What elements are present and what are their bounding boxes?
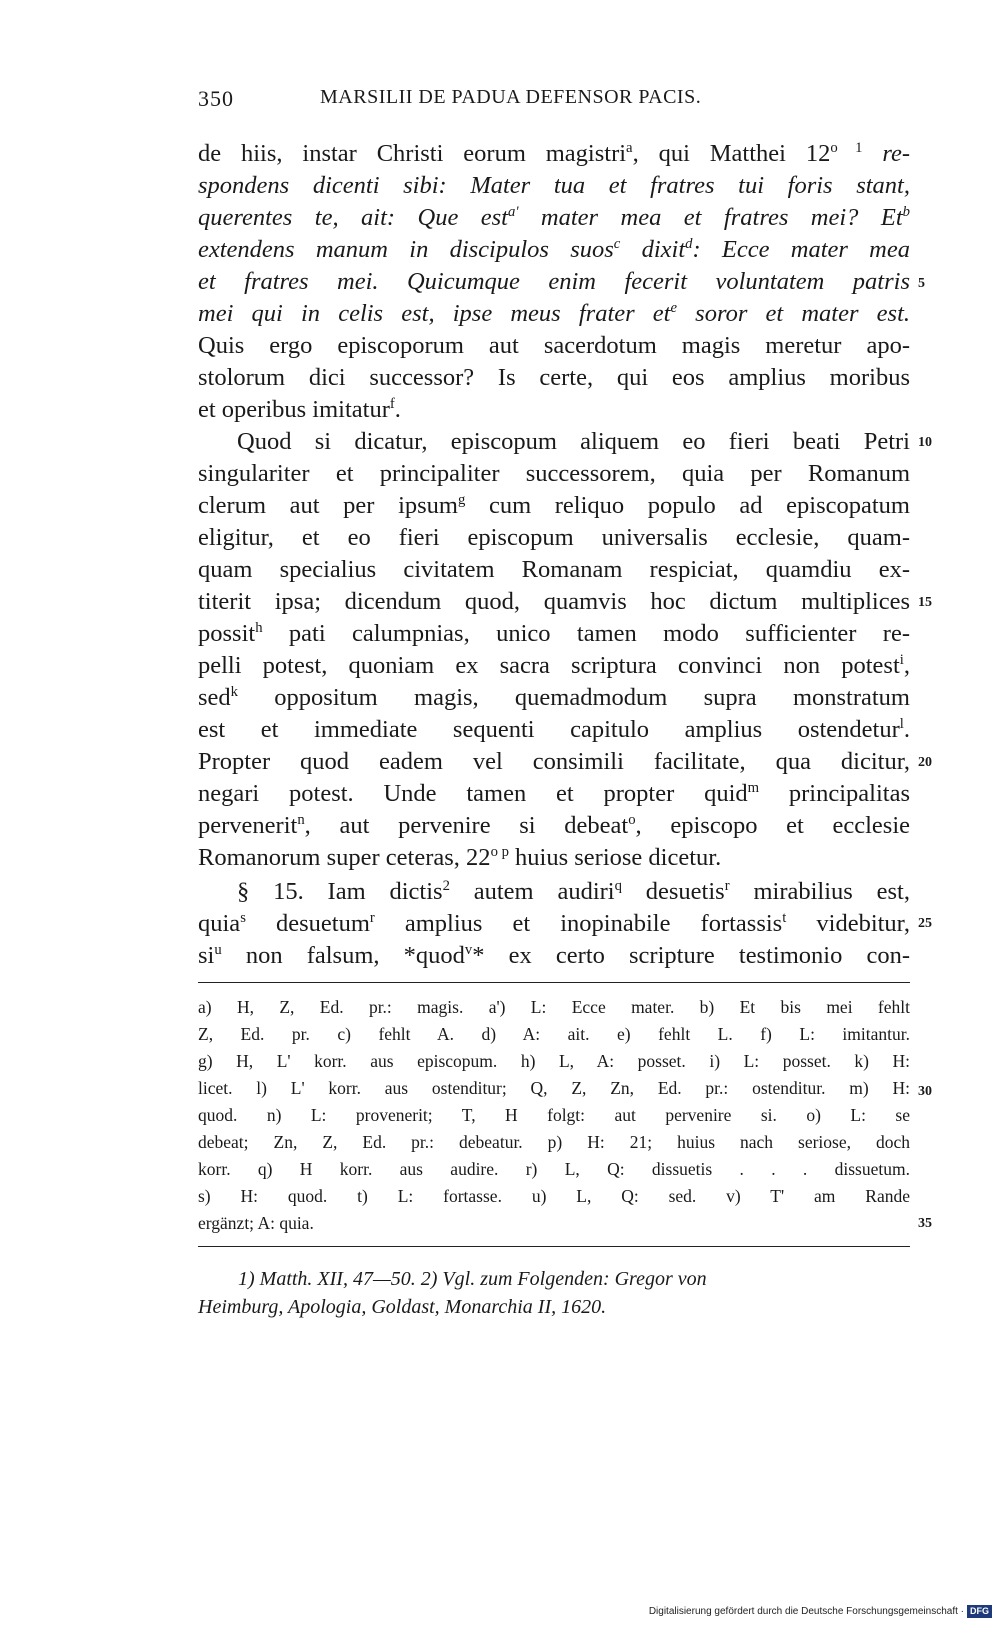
text-line: quia$^s$ desuetum$^r$ amplius et inopinabile fortassis$^t$ videbitur, bbox=[198, 909, 910, 937]
apparatus-line: a) H, Z, Ed. pr.: magis. a') L: Ecce mater. b) Et bis mei fehlt bbox=[198, 997, 910, 1017]
text-line: stolorum dici successor? Is certe, qui eos amplius moribus bbox=[198, 364, 910, 391]
footnote-line: Heimburg, Apologia, Goldast, Monarchia II, 1620. bbox=[198, 1296, 607, 1318]
apparatus-line: licet. l) L' korr. aus ostenditur; Q, Z, Zn, Ed. pr.: ostenditur. m) H: bbox=[198, 1078, 910, 1098]
text-line: negari potest. Unde tamen et propter quid$^m$ principalitas bbox=[198, 779, 910, 807]
text-line: pelli potest, quoniam ex sacra scriptura convinci non potest$^i$, bbox=[198, 651, 910, 679]
apparatus-line: debeat; Zn, Z, Ed. pr.: debeatur. p) H: 21; huius nach seriose, doch bbox=[198, 1132, 910, 1152]
apparatus-line: quod. n) L: provenerit; T, H folgt: aut pervenire si. o) L: se bbox=[198, 1105, 910, 1125]
apparatus-line: Z, Ed. pr. c) fehlt A. d) A: ait. e) fehlt L. f) L: imitantur. bbox=[198, 1024, 910, 1044]
text-line: clerum aut per ipsum$^g$ cum reliquo populo ad episcopatum bbox=[198, 491, 910, 519]
text-line: Quis ergo episcoporum aut sacerdotum magis meretur apo- bbox=[198, 332, 910, 359]
text-line: mei qui in celis est, ipse meus frater $et^e$ soror et mater est. bbox=[198, 299, 911, 327]
apparatus-line: g) H, L' korr. aus episcopum. h) L, A: posset. i) L: posset. k) H: bbox=[198, 1051, 910, 1071]
footnotes-divider bbox=[198, 1246, 910, 1247]
text-line: sed$^k$ oppositum magis, quemadmodum supra monstratum bbox=[198, 683, 910, 711]
line-number: 25 bbox=[918, 916, 932, 931]
dfg-logo: DFG bbox=[967, 1605, 992, 1618]
text-line: titerit ipsa; dicendum quod, quamvis hoc dictum multiplices bbox=[198, 588, 910, 615]
text-line: possit$^h$ pati calumpnias, unico tamen modo sufficienter re- bbox=[198, 619, 910, 647]
text-line: Quod si dicatur, episcopum aliquem eo fieri beati Petri bbox=[237, 428, 910, 455]
text-line: Romanorum super ceteras, $22^{o p}$ huius seriose dicetur. bbox=[198, 843, 722, 871]
text-line: eligitur, et eo fieri episcopum universalis ecclesie, quam- bbox=[198, 524, 910, 551]
notes-divider bbox=[198, 982, 910, 983]
text-line: querentes te, ait: Que est$^{a'}$ mater mea et fratres mei? Et$^b$ bbox=[198, 203, 910, 231]
text-line: est et immediate sequenti capitulo amplius ostendetur$^l$. bbox=[198, 715, 910, 743]
text-line: Propter quod eadem vel consimili facilitate, qua dicitur, bbox=[198, 748, 910, 775]
credit-text: Digitalisierung gefördert durch die Deutsche Forschungsgemeinschaft · bbox=[648, 1606, 964, 1617]
text-line: pervenerit$^n$, aut pervenire si debeat$^o$, episcopo et ecclesie bbox=[198, 811, 910, 839]
text-line: quam specialius civitatem Romanam respiciat, quamdiu ex- bbox=[198, 556, 910, 583]
page-header bbox=[198, 86, 898, 120]
text-line: et fratres mei. Quicumque enim fecerit voluntatem patris bbox=[198, 268, 910, 295]
page-number: 350 bbox=[198, 86, 234, 111]
digitization-credit bbox=[649, 1604, 992, 1620]
footnote-line: 1) Matth. XII, 47—50. 2) Vgl. zum Folgenden: Gregor von bbox=[238, 1268, 707, 1290]
apparatus-line: ergänzt; A: quia. bbox=[198, 1213, 314, 1233]
apparatus-line: korr. q) H korr. aus audire. r) L, Q: dissuetis . . . dissuetum. bbox=[198, 1159, 910, 1179]
line-number: 35 bbox=[918, 1216, 932, 1231]
running-title: MARSILII DE PADUA DEFENSOR PACIS. bbox=[320, 86, 702, 108]
text-line: extendens manum in discipulos suos$^c$ dixit$^d$: Ecce mater mea bbox=[198, 235, 910, 263]
text-line: singulariter et principaliter successorem, quia per Romanum bbox=[198, 460, 910, 487]
text-line: spondens dicenti sibi: Mater tua et fratres tui foris stant, bbox=[198, 172, 910, 199]
apparatus-line: s) H: quod. t) L: fortasse. u) L, Q: sed. v) T' am Rande bbox=[198, 1186, 910, 1206]
line-number: 20 bbox=[918, 755, 932, 770]
line-number: 5 bbox=[918, 276, 925, 291]
line-number: 10 bbox=[918, 435, 932, 450]
section-heading-line: § 15. Iam dictis$^2$ autem audiri$^q$ desuetis$^r$ mirabilius est, bbox=[237, 877, 910, 905]
line-number: 30 bbox=[918, 1084, 932, 1099]
text-line: de hiis, instar Christi eorum magistri$^a$, qui Matthei $12^{o 1}$ re- bbox=[198, 139, 910, 167]
line-number: 15 bbox=[918, 595, 932, 610]
text-line: $si^u$ non falsum, *quod$^v$* ex certo scripture testimonio con- bbox=[198, 941, 910, 969]
text-line: et operibus imitatur$^f$. bbox=[198, 395, 401, 423]
